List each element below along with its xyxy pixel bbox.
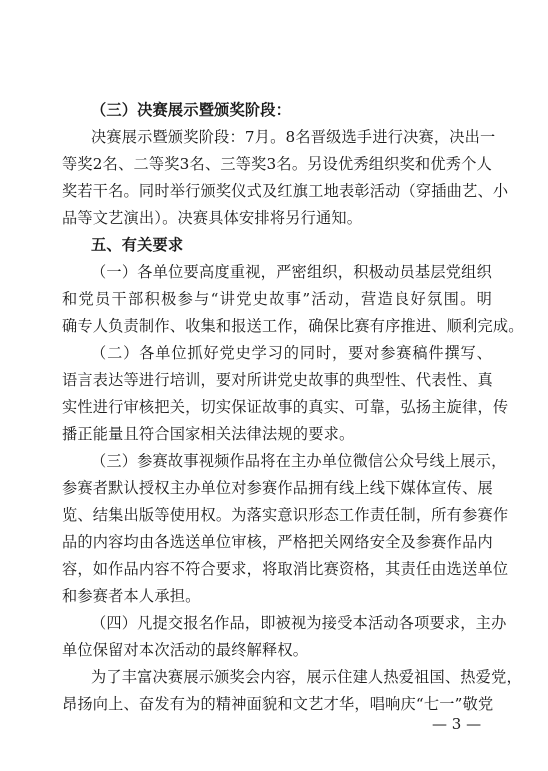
paragraph-line: 为了丰富决赛展示颁奖会内容，展示住建人热爱祖国、热爱党， bbox=[91, 668, 522, 686]
paragraph-line: 览、结集出版等使用权。为落实意识形态工作责任制，所有参赛作 bbox=[62, 506, 509, 524]
paragraph-line: 容，如作品内容不符合要求，将取消比赛资格，其责任由选送单位 bbox=[62, 560, 509, 578]
paragraph-line: 确专人负责制作、收集和报送工作，确保比赛有序推进、顺利完成。 bbox=[62, 317, 524, 335]
paragraph-line: 单位保留对本次活动的最终解释权。 bbox=[62, 641, 309, 659]
paragraph-line: 奖若干名。同时举行颁奖仪式及红旗工地表彰活动（穿插曲艺、小 bbox=[62, 182, 509, 200]
paragraph-line: 实性进行审核把关，切实保证故事的真实、可靠，弘扬主旋律，传 bbox=[62, 398, 509, 416]
paragraph-line: （二）各单位抓好党史学习的同时，要对参赛稿件撰写、 bbox=[91, 344, 492, 362]
paragraph-line: 昂扬向上、奋发有为的精神面貌和文艺才华，唱响庆“七一”敬党 bbox=[62, 695, 494, 713]
paragraph-line: 和参赛者本人承担。 bbox=[62, 587, 201, 605]
paragraph-line: 品等文艺演出）。决赛具体安排将另行通知。 bbox=[62, 209, 363, 227]
paragraph-line: 品的内容均由各选送单位审核，严格把关网络安全及参赛作品内 bbox=[62, 533, 493, 551]
paragraph-line: （三）参赛故事视频作品将在主办单位微信公众号线上展示， bbox=[91, 452, 507, 470]
paragraph-line: 等奖2名、二等奖3名、三等奖3名。另设优秀组织奖和优秀个人 bbox=[62, 155, 492, 173]
paragraph-line: 参赛者默认授权主办单位对参赛作品拥有线上线下媒体宣传、展 bbox=[62, 479, 493, 497]
paragraph-line: （一）各单位要高度重视，严密组织，积极动员基层党组织 bbox=[91, 263, 492, 281]
paragraph-line: 语言表达等进行培训，要对所讲党史故事的典型性、代表性、真 bbox=[62, 371, 493, 389]
paragraph-line: 播正能量且符合国家相关法律法规的要求。 bbox=[62, 425, 355, 443]
section-heading-final-stage: （三）决赛展示暨颁奖阶段： bbox=[91, 101, 292, 119]
paragraph-line: （四）凡提交报名作品，即被视为接受本活动各项要求，主办 bbox=[91, 614, 507, 632]
section-heading-requirements: 五、有关要求 bbox=[91, 236, 184, 254]
paragraph-line: 决赛展示暨颁奖阶段：7月。8名晋级选手进行决赛，决出一 bbox=[91, 128, 496, 146]
page-number: — 3 — bbox=[432, 715, 482, 733]
paragraph-line: 和党员干部积极参与“讲党史故事”活动，营造良好氛围。明 bbox=[62, 290, 492, 308]
